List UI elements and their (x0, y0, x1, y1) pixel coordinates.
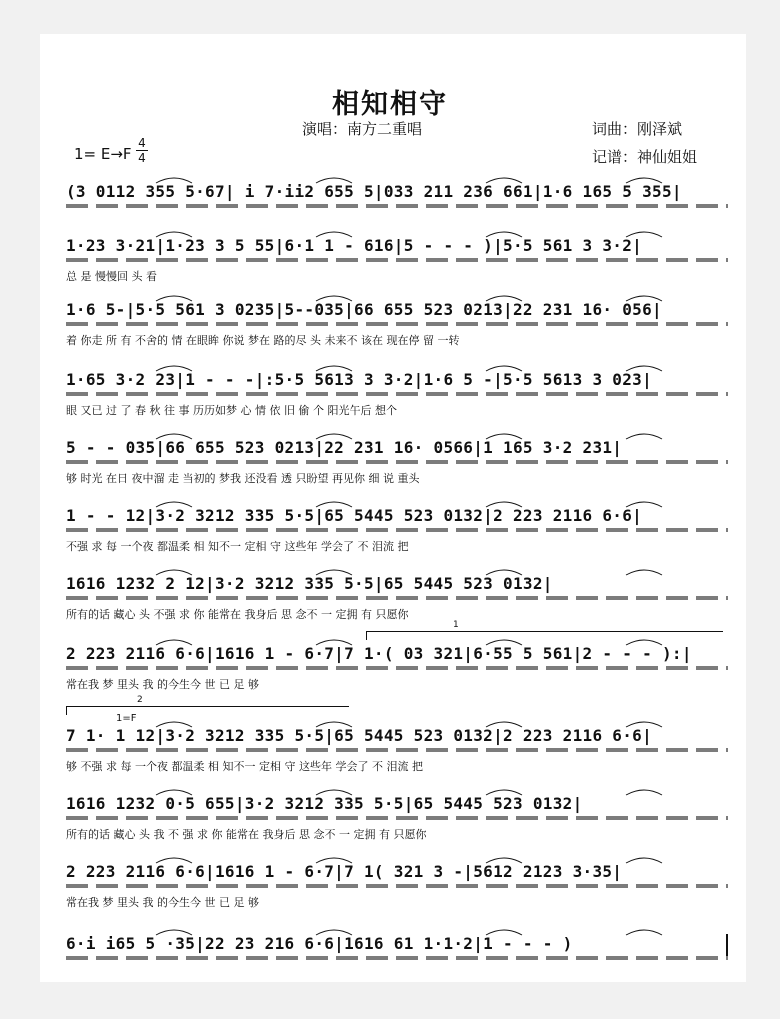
slur-marks (66, 173, 728, 185)
notation-text: 7 1· 1 12|3·2 3212 335 5·5|65 5445 523 0132|2 223 2116 6·6| (66, 726, 653, 745)
first-ending-bracket (366, 620, 723, 640)
beam-underlines (66, 392, 728, 396)
slur-marks (66, 565, 728, 577)
beam-underlines (66, 460, 728, 464)
notation-text: 1616 1232 2 12|3·2 3212 335 5·5|65 5445 523 0132| (66, 574, 553, 593)
notation-text: 5 - - 035|66 655 523 0213|22 231 16· 0566|1 165 3·2 231| (66, 438, 623, 457)
key-signature: 1= E→F (74, 145, 132, 163)
lyrics-line: 常在我 梦 里头 我 的今生今 世 已 足 够 (66, 896, 259, 909)
lyrics-line: 常在我 梦 里头 我 的今生今 世 已 足 够 (66, 678, 259, 691)
beam-underlines (66, 528, 728, 532)
lyrics-line: 总 是 慢慢回 头 看 (66, 270, 157, 283)
notation-text: 2 223 2116 6·6|1616 1 - 6·7|7 1( 321 3 -|5612 2123 3·35| (66, 862, 623, 881)
second-ending-label: 2 (137, 695, 143, 705)
lyrics-line: 够 不强 求 每 一个夜 都温柔 相 知不一 定相 守 这些年 学会了 不 泪流 把 (66, 760, 423, 773)
lyrics-line: 着 你走 所 有 不舍的 情 在眼眸 你说 梦在 路的尽 头 未来不 该在 现在停 留 一转 (66, 334, 460, 347)
beam-underlines (66, 884, 728, 888)
slur-marks (66, 497, 728, 509)
beam-underlines (66, 748, 728, 752)
second-ending-key: 1=F (116, 713, 137, 724)
beam-underlines (66, 204, 728, 208)
second-ending-bracket (66, 695, 349, 715)
beam-underlines (66, 816, 728, 820)
slur-marks (66, 925, 728, 937)
slur-marks (66, 429, 728, 441)
beam-underlines (66, 666, 728, 670)
song-title: 相知相守 (332, 89, 448, 120)
lyrics-line: 不强 求 每 一个夜 都温柔 相 知不一 定相 守 这些年 学会了 不 泪流 把 (66, 540, 409, 553)
lyrics-line: 所有的话 藏心 头 不强 求 你 能常在 我身后 思 念不 一 定拥 有 只愿你 (66, 608, 409, 621)
notation-text: 1·65 3·2 23|1 - - -|:5·5 5613 3 3·2|1·6 5 -|5·5 5613 3 023| (66, 370, 653, 389)
slur-marks (66, 361, 728, 373)
beam-underlines (66, 258, 728, 262)
composer-credit: 词曲：刚泽斌 (592, 120, 683, 138)
notation-text: 1 - - 12|3·2 3212 335 5·5|65 5445 523 0132|2 223 2116 6·6| (66, 506, 643, 525)
beam-underlines (66, 956, 728, 960)
notation-text: 1·23 3·21|1·23 3 5 55|6·1 1 - 616|5 - - - )|5·5 561 3 3·2| (66, 236, 643, 255)
lyrics-line: 够 时光 在日 夜中溜 走 当初的 梦我 还没看 透 只盼望 再见你 细 说 重头 (66, 472, 420, 485)
notation-text: (3 0112 355 5·67| i 7·ii2 655 5|033 211 236 661|1·6 165 5 355| (66, 182, 682, 201)
lyrics-line: 眼 又已 过 了 春 秋 往 事 历历如梦 心 情 依 旧 偷 个 阳光午后 想个 (66, 404, 397, 417)
notation-text: 1·6 5-|5·5 561 3 0235|5--035|66 655 523 0213|22 231 16· 056| (66, 300, 662, 319)
final-barline (726, 934, 728, 956)
time-signature-bottom: 4 (138, 151, 146, 165)
singer-credit: 演唱：南方二重唱 (302, 120, 423, 138)
notation-text: 2 223 2116 6·6|1616 1 - 6·7|7 1·( 03 321|6·55 5 561|2 - - - ):| (66, 644, 692, 663)
slur-marks (66, 853, 728, 865)
time-signature (136, 137, 148, 164)
slur-marks (66, 785, 728, 797)
notation-text: 1616 1232 0·5 655|3·2 3212 335 5·5|65 5445 523 0132| (66, 794, 583, 813)
transcriber-credit: 记谱：神仙姐姐 (592, 148, 698, 166)
beam-underlines (66, 596, 728, 600)
notation-text: 6·i i65 5 ·35|22 23 216 6·6|1616 61 1·1·2|1 - - - ) (66, 934, 573, 953)
lyrics-line: 所有的话 藏心 头 我 不 强 求 你 能常在 我身后 思 念不 一 定拥 有 只愿你 (66, 828, 427, 841)
time-signature-top: 4 (138, 136, 146, 150)
beam-underlines (66, 322, 728, 326)
slur-marks (66, 717, 728, 729)
slur-marks (66, 291, 728, 303)
first-ending-label: 1 (453, 620, 459, 630)
slur-marks (66, 227, 728, 239)
